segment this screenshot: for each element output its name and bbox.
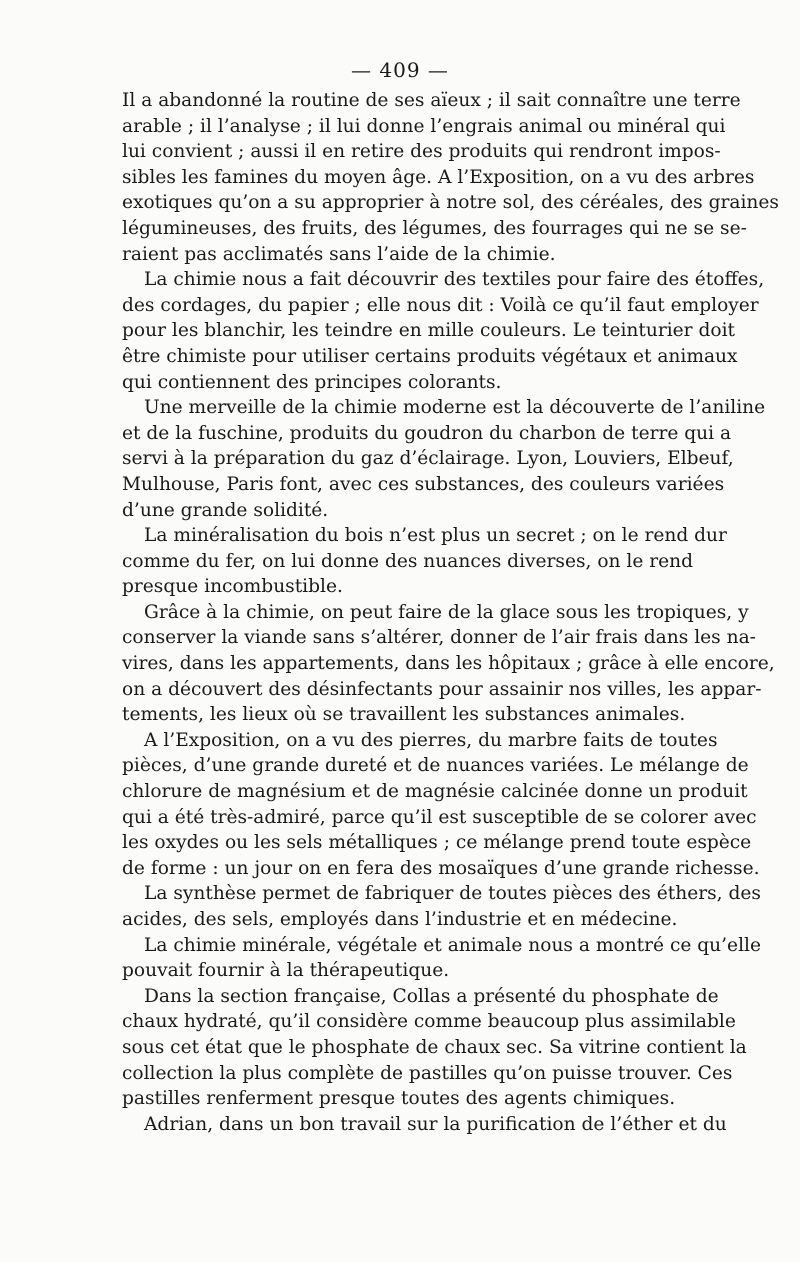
text-line: La synthèse permet de fabriquer de toutes pièces des éthers, des: [144, 883, 761, 905]
text-line: exotiques qu’on a su approprier à notre sol, des céréales, des graines: [122, 192, 779, 214]
text-line: on a découvert des désinfectants pour assainir nos villes, les appar-: [122, 678, 762, 700]
text-line: chlorure de magnésium et de magnésie calcinée donne un produit: [122, 781, 748, 803]
text-line: pouvait fournir à la thérapeutique.: [122, 960, 450, 982]
text-line: sibles les famines du moyen âge. A l’Exposition, on a vu des arbres: [122, 166, 755, 188]
paragraph: [122, 395, 766, 523]
text-line: conserver la viande sans s’altérer, donner de l’air frais dans les na-: [122, 627, 756, 649]
text-line: sous cet état que le phosphate de chaux sec. Sa vitrine contient la: [122, 1036, 747, 1058]
paragraph: [122, 88, 779, 267]
text-line: collection la plus complète de pastilles qu’on puisse trouver. Ces: [122, 1062, 733, 1084]
text-line: d’une grande solidité.: [122, 499, 329, 521]
text-line: chaux hydraté, qu’il considère comme beaucoup plus assimilable: [122, 1011, 736, 1033]
text-line: qui contiennent des principes colorants.: [122, 371, 502, 393]
text-line: Adrian, dans un bon travail sur la purification de l’éther et du: [144, 1113, 727, 1135]
paragraph: [122, 600, 775, 728]
paragraph: [122, 267, 765, 395]
text-line: qui a été très-admiré, parce qu’il est susceptible de se colorer avec: [122, 806, 757, 828]
text-line: Il a abandonné la routine de ses aïeux ; il sait connaître une terre: [122, 90, 741, 111]
text-line: pour les blanchir, les teindre en mille couleurs. Le teinturier doit: [122, 320, 735, 342]
text-line: être chimiste pour utiliser certains produits végétaux et animaux: [122, 345, 738, 367]
text-line: La chimie nous a fait découvrir des textiles pour faire des étoffes,: [144, 269, 765, 291]
text-line: comme du fer, on lui donne des nuances diverses, on le rend: [122, 550, 694, 572]
text-line: légumineuses, des fruits, des légumes, des fourrages qui ne se se-: [122, 217, 747, 239]
text-line: acides, des sels, employés dans l’industrie et en médecine.: [122, 909, 678, 930]
paragraph: [122, 523, 727, 600]
text-line: lui convient ; aussi il en retire des produits qui rendront impos-: [122, 141, 721, 163]
paragraph: [122, 984, 747, 1112]
text-line: servi à la préparation du gaz d’éclairage. Lyon, Louviers, Elbeuf,: [122, 448, 734, 470]
paragraph: [122, 728, 760, 882]
page-number: — 409 —: [351, 58, 449, 82]
paragraph: [122, 1112, 727, 1138]
text-line: presque incombustible.: [122, 576, 343, 598]
paragraph: [122, 933, 761, 984]
text-line: Dans la section française, Collas a présenté du phosphate de: [144, 985, 719, 1007]
text-line: et de la fuschine, produits du goudron du charbon de terre qui a: [122, 422, 732, 444]
text-line: tements, les lieux où se travaillent les substances animales.: [122, 704, 686, 726]
text-line: La chimie minérale, végétale et animale nous a montré ce qu’elle: [144, 934, 761, 956]
text-line: des cordages, du papier ; elle nous dit : Voilà ce qu’il faut employer: [122, 294, 759, 316]
text-line: arable ; il l’analyse ; il lui donne l’engrais animal ou minéral qui: [122, 115, 726, 137]
text-line: La minéralisation du bois n’est plus un secret ; on le rend dur: [144, 525, 727, 547]
text-line: Une merveille de la chimie moderne est la découverte de l’aniline: [144, 397, 766, 419]
text-line: Grâce à la chimie, on peut faire de la glace sous les tropiques, y: [144, 601, 749, 623]
body-text: [122, 88, 779, 1137]
text-line: raient pas acclimatés sans l’aide de la chimie.: [122, 243, 556, 265]
text-line: pastilles renferment presque toutes des agents chimiques.: [122, 1088, 676, 1110]
text-line: A l’Exposition, on a vu des pierres, du marbre faits de toutes: [144, 729, 718, 751]
text-line: les oxydes ou les sels métalliques ; ce mélange prend toute espèce: [122, 832, 752, 854]
text-line: vires, dans les appartements, dans les hôpitaux ; grâce à elle encore,: [122, 653, 775, 675]
text-line: Mulhouse, Paris font, avec ces substances, des couleurs variées: [122, 473, 725, 495]
paragraph: [122, 881, 761, 932]
text-line: de forme : un jour on en fera des mosaïques d’une grande richesse.: [122, 857, 760, 879]
text-line: pièces, d’une grande dureté et de nuances variées. Le mélange de: [122, 755, 749, 777]
